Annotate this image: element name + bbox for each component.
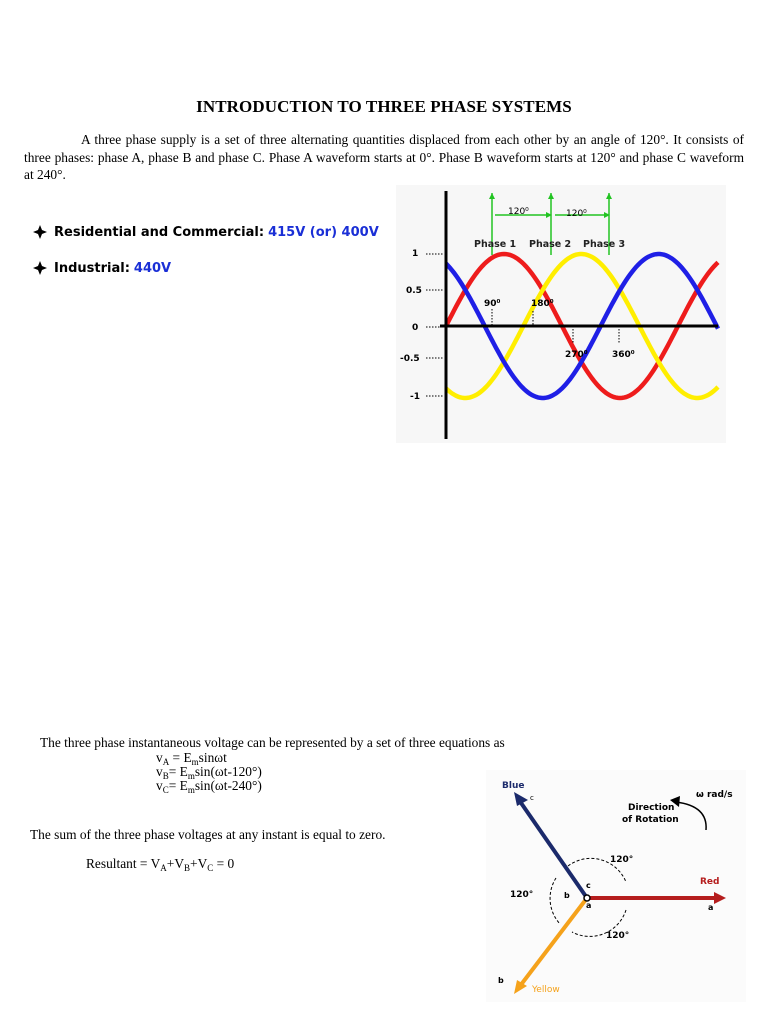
bullet-industrial-value: 440V	[133, 260, 172, 276]
y-tick-0: 0	[412, 323, 419, 333]
equations-block	[40, 734, 505, 751]
angle-label-180: 180⁰	[531, 299, 554, 309]
intro-paragraph	[24, 131, 744, 184]
intro-text: A three phase supply is a set of three alternating quantities displaced from each other by an angle of 120°. It consists of three phases: phase A, phase B and phase C. Phase A waveform starts at 0°. Phase B waveform starts at 120° and phase C waveform at 240°.	[24, 132, 744, 182]
blue-label: Blue	[502, 781, 525, 791]
y-tick-1: 1	[412, 249, 419, 259]
phase-label-1: Phase 1	[474, 239, 517, 250]
sum-statement: The sum of the three phase voltages at any instant is equal to zero.	[30, 827, 386, 842]
angle-label-270: 270⁰	[565, 350, 588, 360]
phasor-diagram	[486, 770, 746, 1002]
three-phase-waveform-figure	[396, 185, 726, 443]
bullet-residential	[33, 222, 379, 242]
phase-label-2: Phase 2	[529, 239, 572, 250]
voltage-list	[33, 222, 379, 294]
angle-label-360: 360⁰	[612, 350, 635, 360]
resultant-equation: Resultant = $V_A+V_B+V_C = 0$	[86, 856, 235, 873]
angle-label-top: 120°	[610, 855, 634, 865]
angle-label-90: 90⁰	[484, 299, 501, 309]
yellow-label: Yellow	[532, 985, 560, 995]
bullet-industrial	[33, 258, 379, 278]
center-label-b: b	[564, 891, 570, 900]
y-tick-neg0.5: -0.5	[400, 354, 420, 364]
yellow-sub-label: b	[498, 976, 504, 985]
center-label-c: c	[586, 881, 591, 890]
shift-label-2: 120⁰	[566, 209, 587, 219]
bullet-residential-label: Residential and Commercial:	[54, 224, 265, 240]
equation-vc: $v_C= E_m\sin(\omega t-240^\circ)$	[156, 778, 262, 795]
red-sub-label: a	[708, 903, 714, 912]
equation-vb: $v_B= E_m\sin(\omega t-120^\circ)$	[156, 764, 262, 781]
angle-label-left: 120°	[510, 890, 534, 900]
equation-va: $v_A = E_m\sin\omega t$	[156, 750, 227, 767]
center-label-a: a	[586, 901, 592, 910]
rotation-label-2: of Rotation	[622, 815, 679, 825]
angle-label-bottom: 120°	[606, 931, 630, 941]
blue-sub-label: c	[530, 794, 534, 802]
shift-label-1: 120⁰	[508, 207, 529, 217]
y-tick-0.5: 0.5	[406, 286, 422, 296]
y-tick-neg1: -1	[410, 392, 420, 402]
diamond-bullet-icon	[33, 225, 47, 239]
page-title: INTRODUCTION TO THREE PHASE SYSTEMS	[196, 97, 572, 116]
omega-label: ω rad/s	[696, 790, 733, 800]
phase-label-3: Phase 3	[583, 239, 626, 250]
rotation-label-1: Direction	[628, 803, 675, 813]
bullet-industrial-label: Industrial:	[54, 260, 130, 276]
equations-intro: The three phase instantaneous voltage can be represented by a set of three equations as	[40, 735, 505, 750]
red-label: Red	[700, 877, 720, 887]
diamond-bullet-icon	[33, 261, 47, 275]
bullet-residential-value: 415V (or) 400V	[268, 224, 379, 240]
